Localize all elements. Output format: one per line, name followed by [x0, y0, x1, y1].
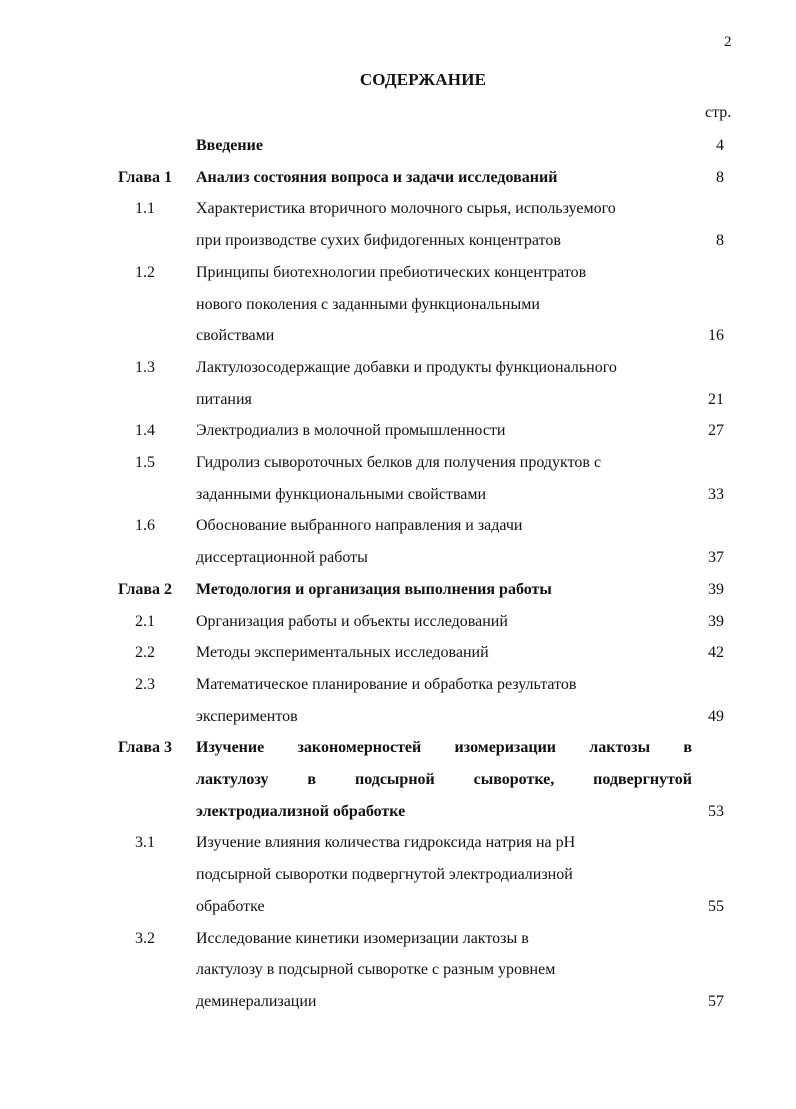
toc-entry-title-line: Изучение закономерностей изомеризации лактозы в: [196, 739, 692, 757]
toc-entry-title-line: свойствами: [196, 327, 275, 345]
toc-entry: [0, 162, 796, 194]
toc-entry-number: Глава 2: [118, 580, 172, 598]
toc-entry: [0, 447, 796, 510]
toc-entry-title-line: Анализ состояния вопроса и задачи исследований: [196, 168, 558, 186]
toc-entry-number: 2.2: [135, 644, 155, 662]
toc-entry: [0, 574, 796, 606]
toc-entry: [0, 257, 796, 352]
toc-entry-title-line: Методология и организация выполнения работы: [196, 580, 552, 598]
toc-entry-title: [196, 352, 692, 415]
toc-entry-page: 39: [708, 612, 724, 630]
toc-entry-title-line: лактулозу в подсырной сыворотке с разным уровнем: [196, 961, 556, 979]
toc-entry-title-line: деминерализации: [196, 992, 317, 1010]
toc-entry: [0, 415, 796, 447]
toc-entry-title-line: Гидролиз сывороточных белков для получения продуктов с: [196, 454, 602, 472]
toc-entry-title: [196, 669, 692, 732]
toc-entry-title: [196, 193, 692, 256]
toc-entry-title-line: экспериментов: [196, 707, 298, 725]
toc-entry-number: Глава 3: [118, 739, 172, 757]
toc-entry-title: [196, 574, 692, 606]
toc-entry-page: 39: [708, 580, 724, 598]
toc-entry: [0, 827, 796, 922]
toc-entry-title-line: Исследование кинетики изомеризации лактозы в: [196, 929, 529, 947]
toc-entry-number: 2.3: [135, 675, 155, 693]
toc-entry-page: 4: [716, 137, 724, 154]
toc-entry-page: 55: [708, 897, 724, 915]
toc-entry-title-line: нового поколения с заданными функциональными: [196, 295, 540, 313]
page-column-header: стр.: [705, 104, 732, 121]
toc-entry-title: [196, 923, 692, 1018]
toc-entry-title-line: Математическое планирование и обработка результатов: [196, 675, 577, 693]
toc-entry-title-line: электродиализной обработке: [196, 802, 406, 820]
toc-entry-title-line: Обоснование выбранного направления и задачи: [196, 517, 523, 535]
toc-entry-number: 1.3: [135, 358, 155, 376]
toc-title: СОДЕРЖАНИЕ: [359, 70, 487, 89]
toc-entry: [0, 193, 796, 256]
toc-entry-page: 27: [708, 422, 724, 440]
toc-entry-title: [196, 415, 692, 447]
toc-entry-title-line: Методы экспериментальных исследований: [196, 644, 489, 662]
toc-entry: [0, 923, 796, 1018]
toc-entry: [0, 606, 796, 638]
toc-entry-title: [196, 447, 692, 510]
toc-entry: [0, 510, 796, 573]
toc-entry-number: 2.1: [135, 612, 155, 630]
toc-entry-title: [196, 732, 692, 827]
toc-entry-title-line: лактулозу в подсырной сыворотке, подвергнутой: [196, 771, 692, 789]
toc-entry-number: Глава 1: [118, 168, 172, 186]
toc-entry: [0, 637, 796, 669]
toc-entry-page: 8: [716, 232, 724, 250]
toc-entry-title-line: Лактулозосодержащие добавки и продукты функционального: [196, 358, 617, 376]
toc-entry-page: 49: [708, 707, 724, 725]
toc-entry-number: 1.5: [135, 454, 155, 472]
toc-entry-title: [196, 257, 692, 352]
toc-entry-page: 21: [708, 390, 724, 408]
toc-entry-page: 33: [708, 485, 724, 503]
toc-entry: [0, 352, 796, 415]
toc-entry-title-line: питания: [196, 390, 252, 408]
toc-entry-title-line: Электродиализ в молочной промышленности: [196, 422, 506, 440]
toc-entry-title-line: заданными функциональными свойствами: [196, 485, 487, 503]
toc-entry-number: 1.1: [135, 200, 155, 218]
toc-entry-title-line: Введение: [196, 137, 263, 154]
toc-entry-title: [196, 162, 692, 194]
toc-entry-title-line: Изучение влияния количества гидроксида натрия на pH: [196, 834, 576, 852]
toc-entry-title-line: обработке: [196, 897, 265, 915]
toc-entry-number: 1.2: [135, 263, 155, 281]
toc-entry-page: 8: [716, 168, 724, 186]
toc-entry-title-line: Организация работы и объекты исследований: [196, 612, 508, 630]
toc-entry-number: 3.2: [135, 929, 155, 947]
toc-entry-title-line: Характеристика вторичного молочного сырья, используемого: [196, 200, 616, 218]
toc-entry-title-line: подсырной сыворотки подвергнутой электродиализной: [196, 866, 573, 884]
toc-entry-title: [196, 130, 692, 162]
toc-entry-page: 53: [708, 802, 724, 820]
toc-entry-title: [196, 510, 692, 573]
toc-entry-title-line: Принципы биотехнологии пребиотических концентратов: [196, 263, 587, 281]
toc-entry-page: 16: [708, 327, 724, 345]
toc-entry-title-line: диссертационной работы: [196, 549, 368, 567]
page-number: 2: [724, 34, 732, 50]
toc-entry-number: 1.4: [135, 422, 155, 440]
toc-entry-title: [196, 827, 692, 922]
toc-entry-title-line: при производстве сухих бифидогенных концентратов: [196, 232, 561, 250]
table-of-contents: [0, 130, 796, 1018]
toc-entry-page: 57: [708, 992, 724, 1010]
toc-entry-page: 37: [708, 549, 724, 567]
toc-entry: [0, 130, 796, 162]
toc-entry-page: 42: [708, 644, 724, 662]
toc-entry-title: [196, 606, 692, 638]
toc-entry-number: 3.1: [135, 834, 155, 852]
toc-entry-title: [196, 637, 692, 669]
toc-entry-number: 1.6: [135, 517, 155, 535]
toc-entry: [0, 732, 796, 827]
toc-entry: [0, 669, 796, 732]
